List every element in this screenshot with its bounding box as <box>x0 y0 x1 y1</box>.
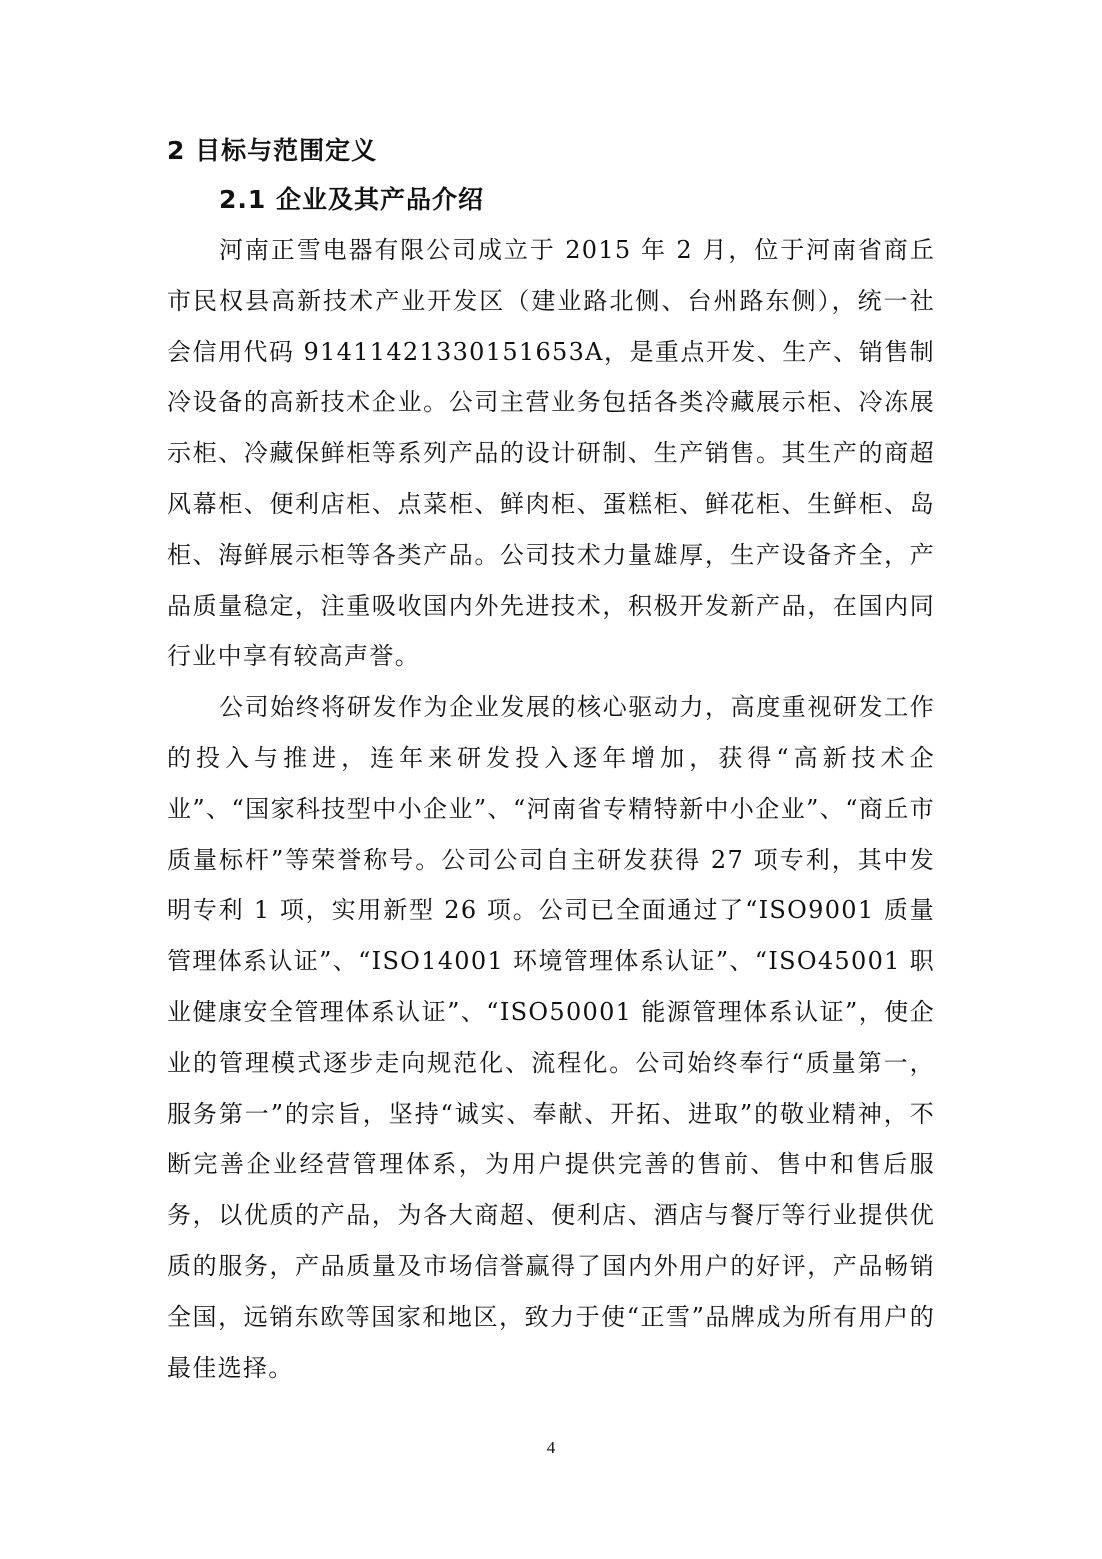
section-heading: 2 目标与范围定义 <box>167 136 378 165</box>
page-content <box>167 127 935 1393</box>
page-number: 4 <box>546 1438 556 1457</box>
paragraph-research-development: 公司始终将研发作为企业发展的核心驱动力，高度重视研发工作的投入与推进，连年来研发投入逐年增加，获得“高新技术企业”、“国家科技型中小企业”、“河南省专精特新中小企业”、“商丘市质量标杆”等荣誉称号。公司公司自主研发获得 27 项专利，其中发明专利 1 项，实用新型 26 项。公司已全面通过了“ISO9001 质量管理体系认证”、“ISO14001 环境管理体系认证”、“ISO45001 职业健康安全管理体系认证”、“ISO50001 能源管理体系认证”，使企业的管理模式逐步走向规范化、流程化。公司始终奉行“质量第一，服务第一”的宗旨，坚持“诚实、奉献、开拓、进取”的敬业精神，不断完善企业经营管理体系，为用户提供完善的售前、售中和售后服务，以优质的产品，为各大商超、便利店、酒店与餐厅等行业提供优质的服务，产品质量及市场信誉赢得了国内外用户的好评，产品畅销全国，远销东欧等国家和地区，致力于使“正雪”品牌成为所有用户的最佳选择。 <box>167 693 935 1382</box>
paragraph-company-intro: 河南正雪电器有限公司成立于 2015 年 2 月，位于河南省商丘市民权县高新技术产业开发区（建业路北侧、台州路东侧），统一社会信用代码 91411421330151653A，是重点开发、生产、销售制冷设备的高新技术企业。公司主营业务包括各类冷藏展示柜、冷冻展示柜、冷藏保鲜柜等系列产品的设计研制、生产销售。其生产的商超风幕柜、便利店柜、点菜柜、鲜肉柜、蛋糕柜、鲜花柜、生鲜柜、岛柜、海鲜展示柜等各类产品。公司技术力量雄厚，生产设备齐全，产品质量稳定，注重吸收国内外先进技术，积极开发新产品，在国内同行业中享有较高声誉。 <box>167 236 935 671</box>
subsection-heading: 2.1 企业及其产品介绍 <box>219 185 484 214</box>
